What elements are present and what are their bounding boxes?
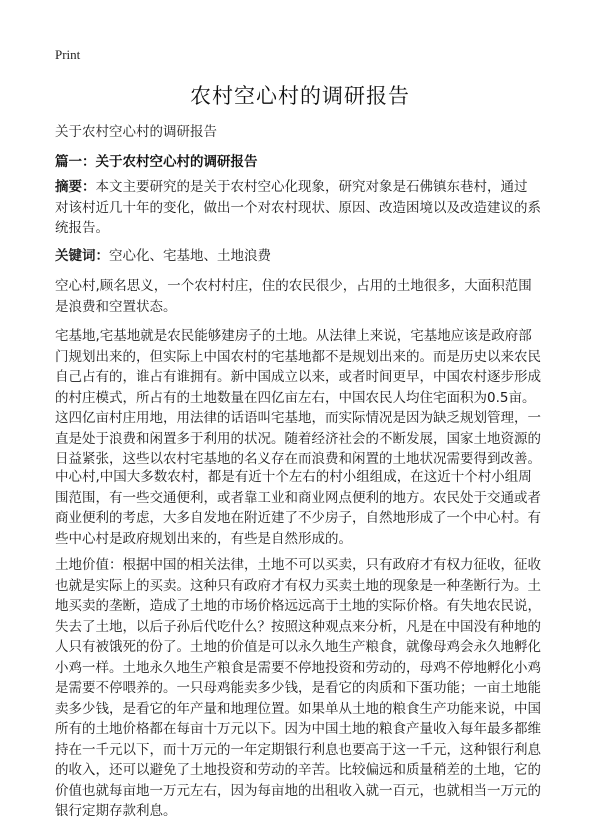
paragraph-line: 直是处于浪费和闲置多于利用的状况。随着经济社会的不断发展，国家土地资源的 <box>55 430 541 447</box>
paragraph-line: 土地价值：根据中国的相关法律，土地不可以买卖，只有政府才有权力征收，征收 <box>55 557 541 573</box>
print-label[interactable]: Print <box>55 47 81 62</box>
abstract-line: 对该村近几十年的变化，做出一个对农村现状、原因、改造困境以及改造建议的系 <box>55 199 541 216</box>
paragraph-line: 围范围，有一些交通便利，或者靠工业和商业网点便利的地方。农民处于交通或者 <box>55 489 541 506</box>
paragraph-homestead <box>55 326 555 470</box>
abstract-line: 统报告。 <box>55 220 109 236</box>
paragraph-line: 宅基地,宅基地就是农民能够建房子的土地。从法律上来说，宅基地应该是政府部 <box>55 328 532 344</box>
paragraph-line: 空心村,顾名思义，一个农村村庄，住的农民很少，占用的土地很多，大面积范围 <box>55 278 532 294</box>
document-subtitle: 关于农村空心村的调研报告 <box>55 124 217 140</box>
paragraph-line: 中心村,中国大多数农村，都是有近十个左右的村小组组成，在这近十个村小组周 <box>55 469 532 485</box>
keywords-paragraph <box>55 246 555 267</box>
paragraph-line: 价值也就每亩地一万元左右，因为每亩地的出租收入就一百元，也就相当一万元的 <box>55 782 541 799</box>
abstract-paragraph <box>55 177 555 239</box>
paragraph-line: 地买卖的垄断，造成了土地的市场价格远远高于土地的实际价格。有失地农民说， <box>55 598 541 614</box>
abstract-label: 摘要： <box>55 179 96 195</box>
paragraph-line: 的收入，还可以避免了土地投资和劳动的辛苦。比较偏远和质量稍差的土地，它的 <box>55 762 541 778</box>
section-heading: 篇一：关于农村空心村的调研报告 <box>55 154 258 170</box>
paragraph-line: 是需要不停喂养的。一只母鸡能卖多少钱，是看它的肉质和下蛋功能；一亩土地能 <box>55 680 541 696</box>
abstract-line: 本文主要研究的是关于农村空心化现象，研究对象是石佛镇东巷村，通过 <box>95 179 528 195</box>
document-title: 农村空心村的调研报告 <box>190 84 410 108</box>
paragraph-line: 日益紧张，这些以农村宅基地的名义存在而浪费和闲置的土地状况需要得到改善。 <box>55 451 541 467</box>
paragraph-line: 是浪费和空置状态。 <box>55 298 177 315</box>
paragraph-hollow-village <box>55 276 555 317</box>
paragraph-line: 小鸡一样。土地永久地生产粮食是需要不停地投资和劳动的，母鸡不停地孵化小鸡 <box>55 659 541 676</box>
paragraph-line: 自己占有的，谁占有谁拥有。新中国成立以来，或者时间更早，中国农村逐步形成 <box>55 369 541 385</box>
paragraph-line: 银行定期存款利息。 <box>55 803 177 819</box>
paragraph-line: 持在一千元以下，而十万元的一年定期银行利息也要高于这一千元，这种银行利息 <box>55 741 541 758</box>
paragraph-line: 些中心村是政府规划出来的，有些是自然形成的。 <box>55 530 352 547</box>
paragraph-line: 门规划出来的，但实际上中国农村的宅基地都不是规划出来的。而是历史以来农民 <box>55 348 541 365</box>
paragraph-line: 卖多少钱，是看它的年产量和地理位置。如果单从土地的粮食生产功能来说，中国 <box>55 700 541 717</box>
paragraph-line: 人只有被饿死的份了。土地的价值是可以永久地生产粮食，就像母鸡会永久地孵化 <box>55 639 541 655</box>
paragraph-line: 失去了土地，以后子孙后代吃什么？按照这种观点来分析，凡是在中国没有种地的 <box>55 618 541 635</box>
keywords-text: 空心化、宅基地、土地浪费 <box>109 248 271 264</box>
keywords-label: 关键词： <box>55 248 109 264</box>
paragraph-central-village <box>55 467 555 549</box>
paragraph-line: 也就是实际上的买卖。这种只有政府才有权力买卖土地的现象是一种垄断行为。土 <box>55 577 541 594</box>
paragraph-line: 这四亿亩村庄用地，用法律的话语叫宅基地，而实际情况是因为缺乏规划管理，一 <box>55 410 541 426</box>
paragraph-land-value <box>55 555 555 822</box>
paragraph-line: 所有的土地价格都在每亩十万元以下。因为中国土地的粮食产量收入每年最多都维 <box>55 721 541 737</box>
paragraph-line: 的村庄模式，所占有的土地数量在四亿亩左右，中国农民人均住宅面积为0.5亩。 <box>55 389 536 406</box>
paragraph-line: 商业便利的考虑，大多自发地在附近建了不少房子，自然地形成了一个中心村。有 <box>55 510 541 526</box>
